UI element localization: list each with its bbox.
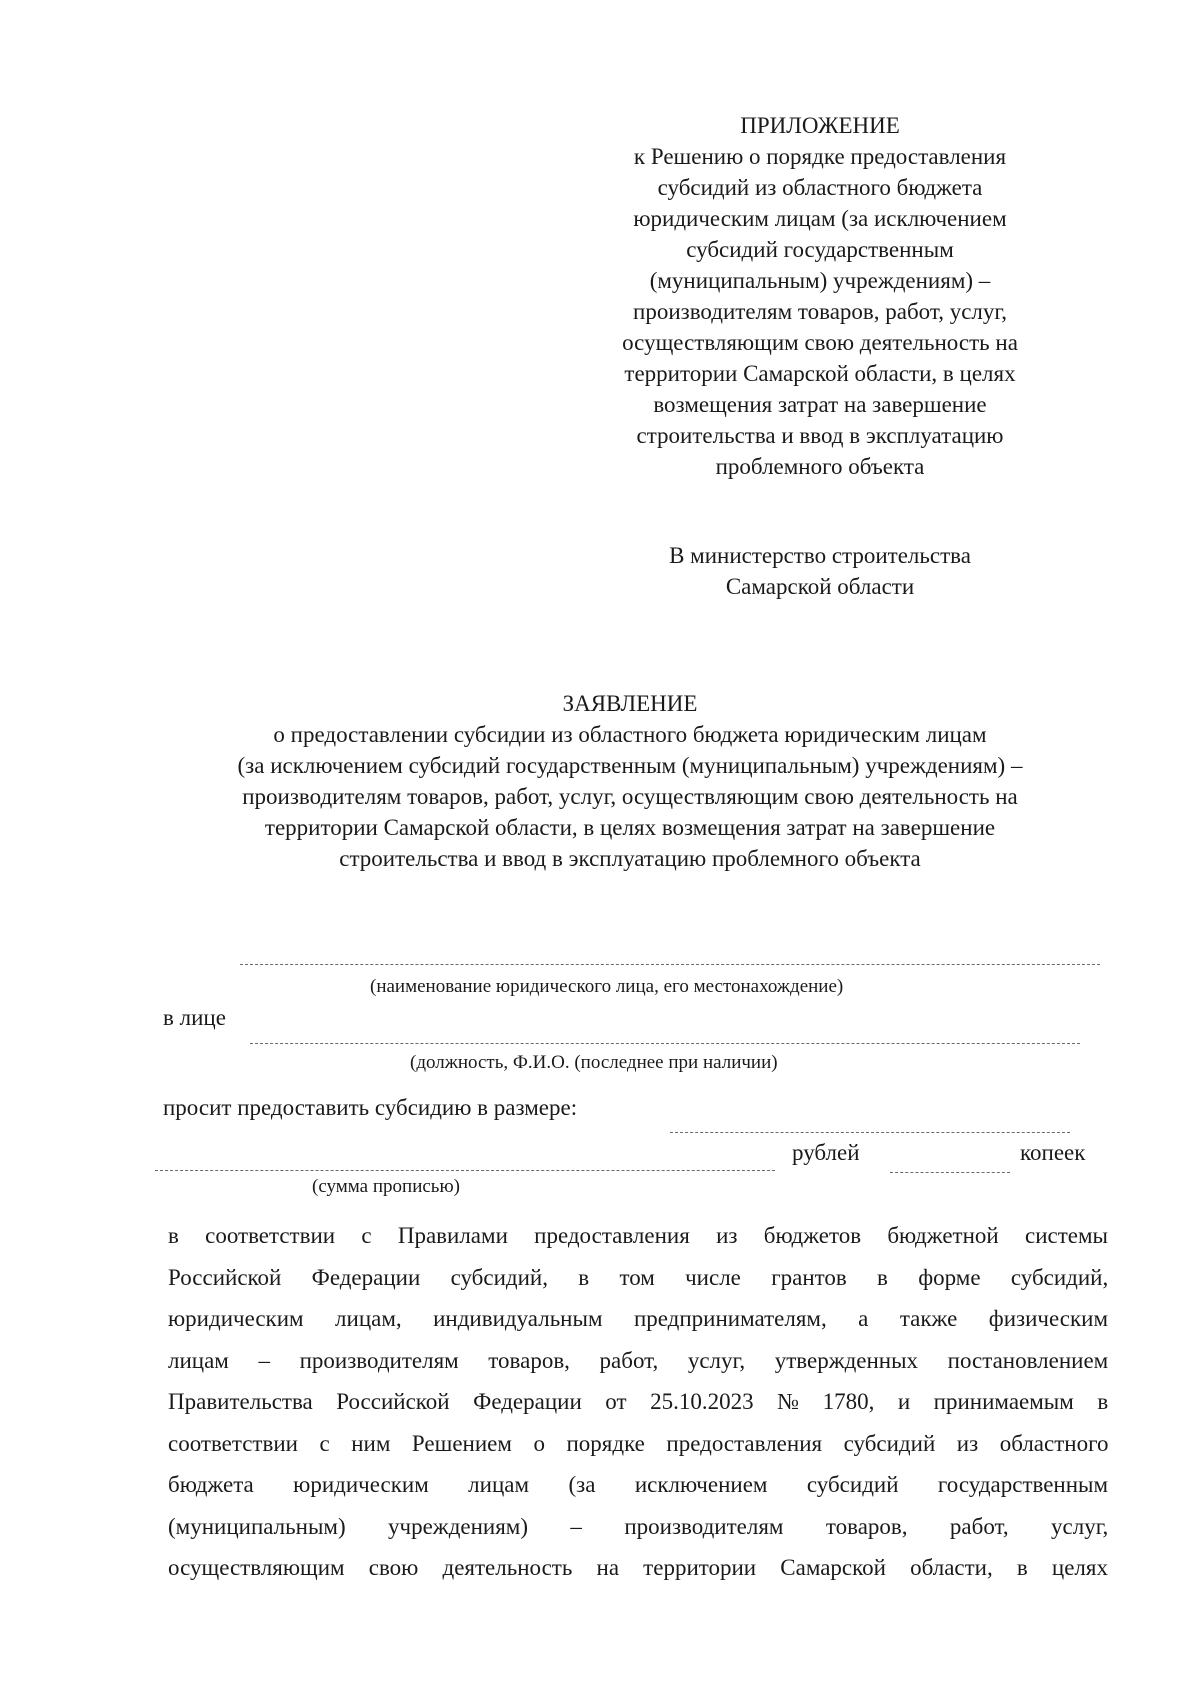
- appendix-line: территории Самарской области, в целях: [624, 361, 1016, 386]
- statement-title: ЗАЯВЛЕНИЕ: [562, 691, 698, 716]
- person-field-line[interactable]: [250, 1043, 1080, 1044]
- body-paragraph: [168, 1215, 1108, 1589]
- org-name-caption: (наименование юридического лица, его местонахождение): [370, 976, 844, 997]
- statement-line: производителям товаров, работ, услуг, осуществляющим свою деятельность на: [242, 784, 1018, 809]
- appendix-line: возмещения затрат на завершение: [653, 392, 987, 417]
- request-label: просит предоставить субсидию в размере:: [163, 1095, 578, 1120]
- appendix-line: к Решению о порядке предоставления: [633, 144, 1007, 169]
- kopecks-field-line[interactable]: [890, 1172, 1010, 1173]
- appendix-header: [560, 110, 1080, 482]
- rubles-label: рублей: [792, 1140, 860, 1165]
- appendix-line: производителям товаров, работ, услуг,: [633, 299, 1007, 324]
- appendix-line: субсидий из областного бюджета: [657, 175, 983, 200]
- body-line: юридическим лицам, индивидуальным предпринимателям, а также физическим: [168, 1306, 1108, 1331]
- appendix-line: проблемного объекта: [715, 454, 925, 479]
- appendix-title: ПРИЛОЖЕНИЕ: [740, 113, 900, 138]
- body-line: (муниципальным) учреждениям) – производителям товаров, работ, услуг,: [168, 1513, 1108, 1539]
- amount-field-line-top[interactable]: [670, 1132, 1070, 1133]
- body-line: лицам – производителям товаров, работ, услуг, утвержденных постановлением: [168, 1347, 1108, 1373]
- statement-heading: [150, 688, 1110, 874]
- statement-line: территории Самарской области, в целях возмещения затрат на завершение: [264, 815, 996, 840]
- body-line: осуществляющим свою деятельность на территории Самарской области, в целях: [168, 1555, 1108, 1580]
- statement-line: строительства и ввод в эксплуатацию проблемного объекта: [339, 846, 921, 871]
- org-name-field-line[interactable]: [240, 964, 1100, 965]
- appendix-line: строительства и ввод в эксплуатацию: [636, 423, 1004, 448]
- body-line: Правительства Российской Федерации от 25.10.2023 № 1780, и принимаемым в: [168, 1389, 1108, 1414]
- appendix-line: субсидий государственным: [686, 237, 954, 262]
- in-person-label: в лице: [163, 1005, 226, 1030]
- statement-line: о предоставлении субсидии из областного бюджета юридическим лицам: [273, 722, 987, 747]
- sum-caption: (сумма прописью): [312, 1176, 460, 1197]
- body-line: соответствии с ним Решением о порядке предоставления субсидий из областного: [168, 1430, 1108, 1456]
- appendix-line: осуществляющим свою деятельность на: [622, 330, 1018, 355]
- addressee-block: [600, 540, 1040, 602]
- appendix-line: юридическим лицам (за исключением: [633, 206, 1007, 231]
- kopecks-label: копеек: [1020, 1140, 1086, 1165]
- body-line: бюджета юридическим лицам (за исключением субсидий государственным: [168, 1472, 1108, 1497]
- addressee-line: В министерство строительства: [669, 543, 971, 568]
- body-line: в соответствии с Правилами предоставления из бюджетов бюджетной системы: [168, 1223, 1108, 1248]
- addressee-line: Самарской области: [725, 574, 915, 599]
- body-line: Российской Федерации субсидий, в том числе грантов в форме субсидий,: [168, 1264, 1108, 1290]
- statement-line: (за исключением субсидий государственным (муниципальным) учреждениям) –: [237, 753, 1023, 778]
- amount-words-field-line[interactable]: [155, 1170, 775, 1171]
- appendix-line: (муниципальным) учреждениям) –: [649, 268, 991, 293]
- person-caption: (должность, Ф.И.О. (последнее при наличии): [410, 1052, 778, 1073]
